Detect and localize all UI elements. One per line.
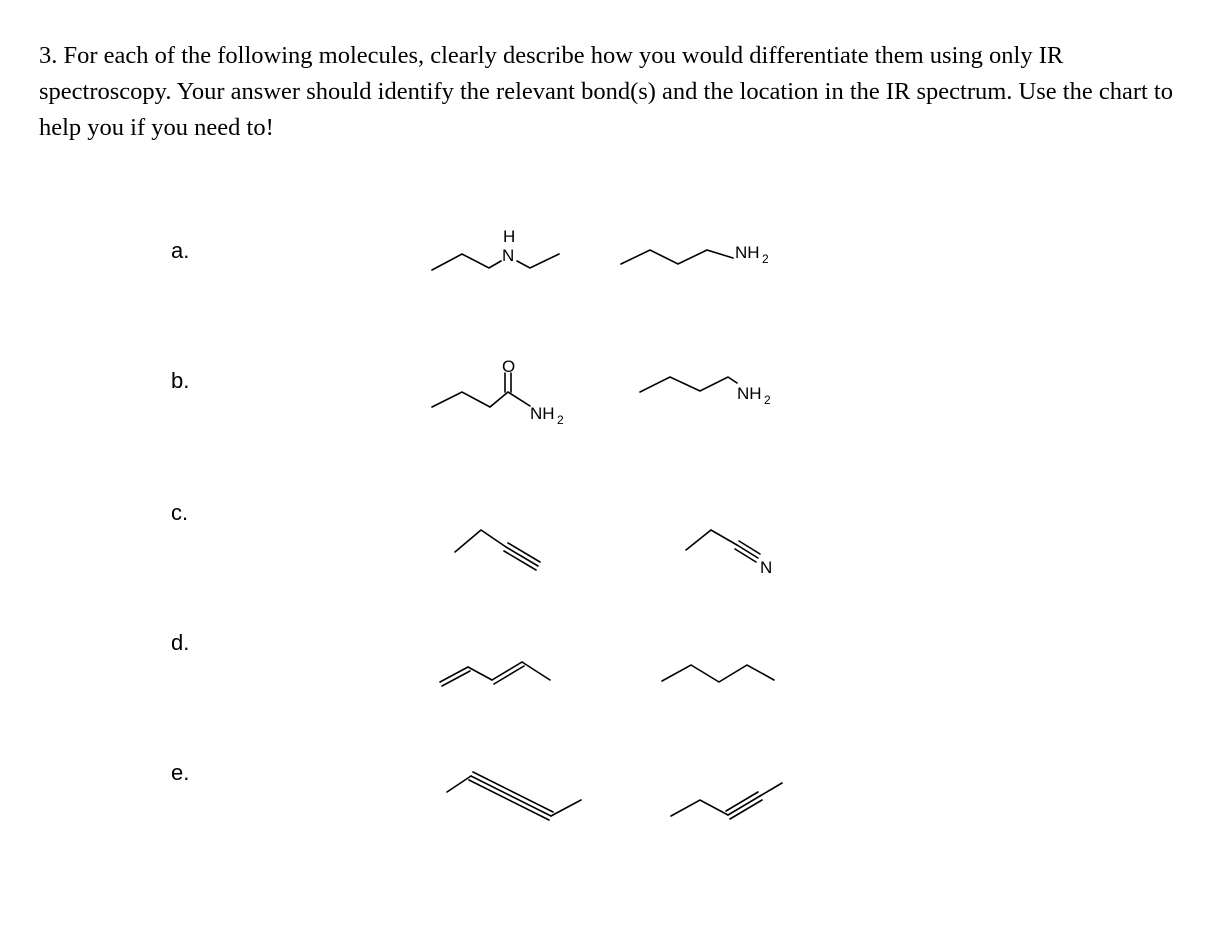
atom-label-nh: NH bbox=[735, 243, 760, 262]
item-label-a: a. bbox=[171, 238, 190, 263]
molecule-d-right bbox=[662, 665, 774, 682]
molecule-c-left bbox=[455, 530, 540, 570]
atom-label-subscript: 2 bbox=[557, 413, 564, 427]
molecule-a-left bbox=[432, 254, 559, 270]
item-label-e: e. bbox=[171, 760, 190, 785]
molecule-a-right bbox=[621, 250, 733, 264]
molecule-b-right bbox=[640, 377, 737, 392]
molecule-c-right bbox=[686, 530, 760, 562]
molecule-e-left bbox=[447, 772, 581, 820]
molecule-b-left bbox=[432, 373, 530, 407]
item-label-c: c. bbox=[171, 500, 189, 525]
molecule-d-left bbox=[440, 662, 550, 686]
atom-label-subscript: 2 bbox=[762, 252, 769, 266]
question-text: 3. For each of the following molecules, clearly describe how you would differentiate them using only IR spectroscopy. Your answer should identify the relevant bond(s) and the location in the IR spectrum. Use the chart to help you if you need to! bbox=[39, 42, 1173, 141]
atom-label-h: H bbox=[503, 227, 516, 246]
atom-label-o: O bbox=[502, 357, 516, 376]
item-label-d: d. bbox=[171, 630, 190, 655]
atom-label-nh: NH bbox=[530, 404, 555, 423]
atom-label-n: N bbox=[502, 246, 515, 265]
atom-label-n: N bbox=[760, 558, 773, 577]
molecule-e-right bbox=[671, 783, 782, 819]
item-label-b: b. bbox=[171, 368, 190, 393]
atom-label-subscript: 2 bbox=[764, 393, 771, 407]
atom-label-nh: NH bbox=[737, 384, 762, 403]
